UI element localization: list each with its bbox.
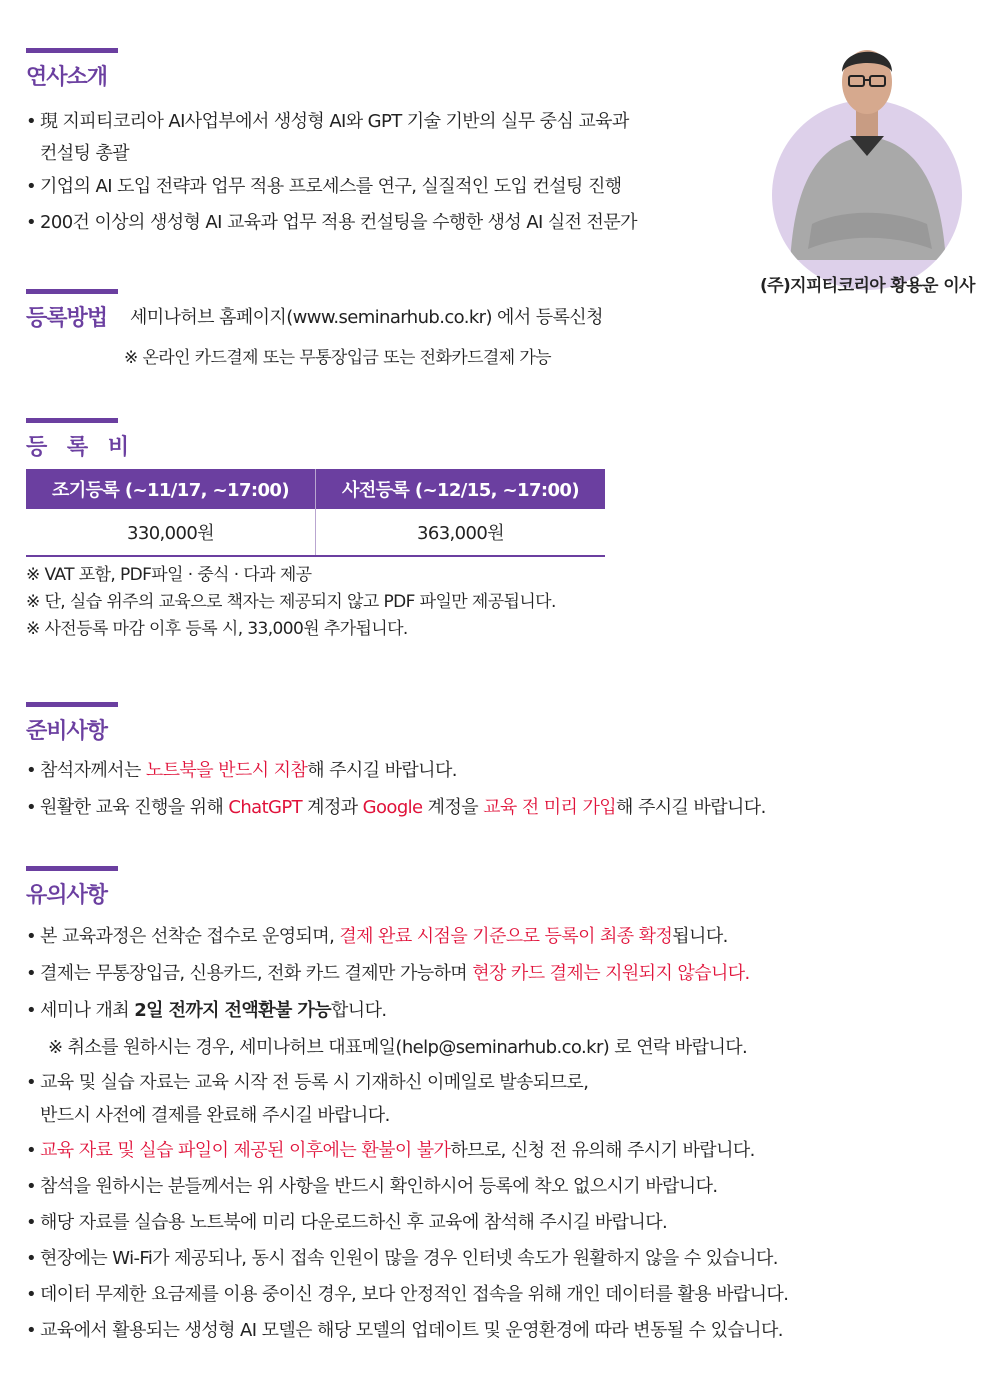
text-segment: 하므로, 신청 전 유의해 주시기 바랍니다. [450,1140,755,1161]
caution-title-text: 유의사항 [26,883,108,908]
text-segment: 교육 및 실습 자료는 교육 시작 전 등록 시 기재하신 이메일로 발송되므로, [40,1072,589,1093]
highlight-text: ChatGPT [228,797,303,818]
list-item [26,1205,788,1241]
fee-section-title [26,418,135,461]
speaker-title-text: 연사소개 [26,65,108,90]
title-bar [26,289,118,294]
fee-title-text: 등 록 비 [26,435,136,460]
prep-list [26,752,766,826]
list-item-text: 컨설팅 총괄 [40,143,130,164]
table-header-row [26,469,605,509]
table-cell-early-price: 330,000원 [26,509,316,556]
prep-section-title [26,702,118,745]
title-bar [26,418,118,423]
caution-list [26,918,788,1349]
list-item [26,1132,788,1169]
table-row [26,509,605,556]
list-item [26,789,766,826]
list-item [26,955,788,992]
person-illustration [772,24,966,260]
text-segment: 결제는 무통장입금, 신용카드, 전화 카드 결제만 가능하며 [40,963,473,984]
highlight-text: Google [362,797,423,818]
list-item [26,204,637,242]
title-bar [26,48,118,53]
fee-note: ※ 사전등록 마감 이후 등록 시, 33,000원 추가됩니다. [26,619,408,639]
list-item [26,752,766,789]
text-segment: 해 주시길 바랍니다. [616,797,766,818]
list-item-text: 現 지피티코리아 AI사업부에서 생성형 AI와 GPT 기술 기반의 실무 중심 교육과 [40,111,629,132]
list-item [26,918,788,955]
table-header-early: 조기등록 (~11/17, ~17:00) [26,469,316,509]
table-header-advance: 사전등록 (~12/15, ~17:00) [316,469,606,509]
text-segment: 교육에서 활용되는 생성형 AI 모델은 해당 모델의 업데이트 및 운영환경에 따라 변동될 수 있습니다. [40,1320,783,1341]
text-segment: 해당 자료를 실습용 노트북에 미리 다운로드하신 후 교육에 참석해 주시길 바랍니다. [40,1212,668,1233]
list-item [26,1313,788,1349]
list-item [26,1277,788,1313]
fee-note: ※ VAT 포함, PDF파일 · 중식 · 다과 제공 [26,565,312,585]
registration-method-text: 세미나허브 홈페이지(www.seminarhub.co.kr) 에서 등록신청 [130,307,603,328]
highlight-text: 결제 완료 시점을 기준으로 등록이 최종 확정 [339,926,673,947]
list-item [26,1169,788,1205]
text-segment: 해 주시길 바랍니다. [307,760,457,781]
speaker-list [26,106,637,242]
list-item-text: 200건 이상의 생성형 AI 교육과 업무 적용 컨설팅을 수행한 생성 AI 실전 전문가 [40,212,637,233]
text-segment: 계정과 [302,797,363,818]
list-item [26,1241,788,1277]
registration-note: ※ 온라인 카드결제 또는 무통장입금 또는 전화카드결제 가능 [124,348,551,368]
highlight-text: 교육 자료 및 실습 파일이 제공된 이후에는 환불이 불가 [40,1140,451,1161]
text-segment: 현장에는 Wi-Fi가 제공되나, 동시 접속 인원이 많을 경우 인터넷 속도가 원활하지 않을 수 있습니다. [40,1248,778,1269]
title-bar [26,702,118,707]
fee-note: ※ 단, 실습 위주의 교육으로 책자는 제공되지 않고 PDF 파일만 제공됩니다. [26,592,556,612]
text-segment: 세미나 개최 [40,1000,135,1021]
cancel-note: ※ 취소를 원하시는 경우, 세미나허브 대표메일(help@seminarhub.co.kr) 로 연락 바랍니다. [48,1037,748,1058]
registration-title-text: 등록방법 [26,306,108,331]
text-segment: 데이터 무제한 요금제를 이용 중이신 경우, 보다 안정적인 접속을 위해 개인 데이터를 활용 바랍니다. [40,1284,789,1305]
speaker-photo [772,24,966,260]
list-item [26,1066,788,1132]
text-segment: 원활한 교육 진행을 위해 [40,797,229,818]
text-segment: 참석을 원하시는 분들께서는 위 사항을 반드시 확인하시어 등록에 착오 없으시기 바랍니다. [40,1176,718,1197]
bold-text: 2일 전까지 전액환불 가능 [134,1000,331,1021]
highlight-text: 교육 전 미리 가입 [483,797,617,818]
fee-notes [26,562,556,643]
text-segment: 반드시 사전에 결제를 완료해 주시길 바랍니다. [40,1105,390,1126]
caution-section-title [26,866,118,909]
text-segment: 됩니다. [672,926,728,947]
list-item-text: 기업의 AI 도입 전략과 업무 적용 프로세스를 연구, 실질적인 도입 컨설팅 진행 [40,176,622,197]
table-cell-advance-price: 363,000원 [316,509,606,556]
text-segment: 합니다. [331,1000,387,1021]
highlight-text: 노트북을 반드시 지참 [145,760,308,781]
list-item [26,170,637,204]
speaker-caption: (주)지피티코리아 황용운 이사 [760,276,975,296]
speaker-section-title [26,48,118,91]
list-item [26,106,637,170]
fee-table [26,469,605,557]
registration-section-title [26,289,118,332]
text-segment: 참석자께서는 [40,760,146,781]
highlight-text: 현장 카드 결제는 지원되지 않습니다. [472,963,750,984]
prep-title-text: 준비사항 [26,719,108,744]
list-item [26,992,788,1066]
title-bar [26,866,118,871]
text-segment: 본 교육과정은 선착순 접수로 운영되며, [40,926,340,947]
text-segment: 계정을 [422,797,484,818]
